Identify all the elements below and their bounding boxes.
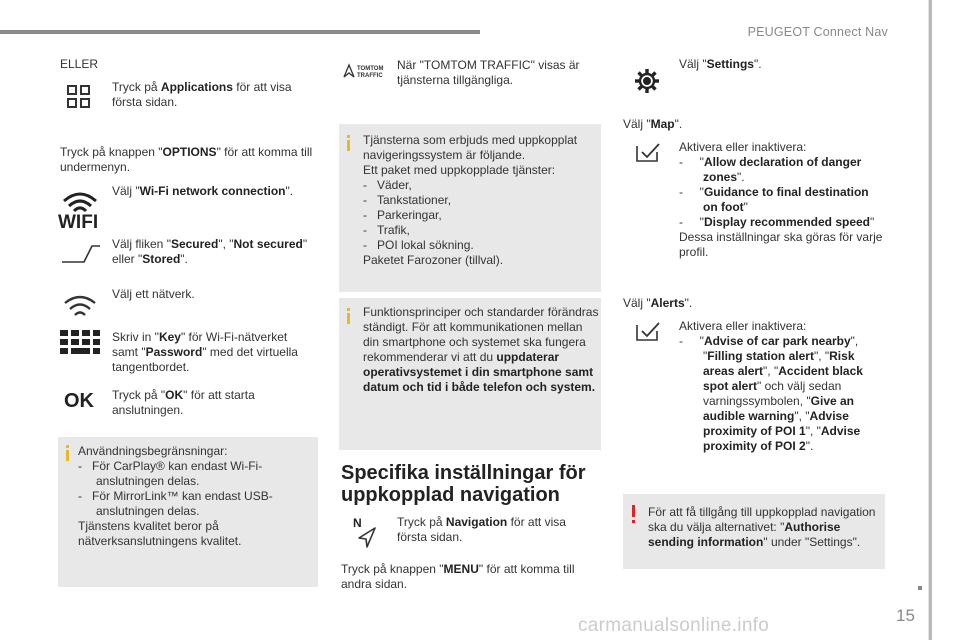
key-password-instruction: Skriv in "Key" för Wi-Fi-nätverket samt "Password" med det virtuella tangentbordet. [112,330,298,374]
map-options-intro: Aktivera eller inaktivera: [679,140,807,154]
principles-text: Funktionsprinciper och standarder förändras ständigt. För att kommunikationen mellan din smartphone och systemet ska fungera rekommenderar vi att du uppdaterar operativsystemet i din smartphone samt datum och tid i både telefon och system. [363,305,599,394]
services-outro: Paketet Farozoner (tillval). [363,253,504,267]
warning-icon [632,505,635,517]
info-icon [347,313,350,324]
info-icon [347,140,350,151]
wifi-label: WIFI [58,212,99,233]
select-network-instruction: Välj ett nätverk. [112,287,195,301]
services-pack: Ett paket med uppkopplade tjänster: [363,163,556,177]
alerts-instruction: Välj "Alerts". [623,296,693,310]
top-rule [0,30,480,34]
options-instruction: Tryck på knappen "OPTIONS" för att komma till undermenyn. [60,145,313,174]
checkbox-icon [635,322,661,342]
wifi-signal-icon [62,293,98,321]
ok-label: OK [64,390,94,412]
services-item: - POI lokal sökning. [363,238,474,252]
map-options-outro: Dessa inställningar ska göras för varje profil. [679,230,883,259]
map-option-item: - "Allow declaration of danger zones". [679,155,862,184]
gear-icon [633,67,661,95]
info-icon [66,450,69,461]
keyboard-icon [60,330,100,358]
settings-instruction: Välj "Settings". [679,57,762,71]
map-options [679,140,884,260]
limitations-intro: Användningsbegränsningar: [78,444,228,458]
tomtom-traffic-icon [341,61,387,79]
menu-instruction: Tryck på knappen "MENU" för att komma till andra sidan. [341,562,575,591]
services-text [363,133,595,268]
services-item: - Väder, [363,178,412,192]
alerts-options-intro: Aktivera eller inaktivera: [679,319,807,333]
warning-text: För att få tillgång till uppkopplad navigation ska du välja alternativet: "Authorise sending information" under "Settings". [648,505,876,549]
eller-label: ELLER [60,57,99,71]
services-item: - Parkeringar, [363,208,442,222]
tomtom-text: När "TOMTOM TRAFFIC" visas är tjänsterna tillgängliga. [397,58,580,87]
services-item: - Trafik, [363,223,410,237]
services-intro: Tjänsterna som erbjuds med uppkopplat navigeringssystem är följande. [363,133,578,162]
alerts-options-list: - "Advise of car park nearby", "Filling station alert", "Risk areas alert", "Accident black spot alert" och välj sedan varningssymbolen, "Give an audible warning", "Advise proximity of POI 1", "Advise proximity of POI 2". [679,334,863,453]
map-option-item: - "Display recommended speed" [679,215,875,229]
svg-text:TRAFFIC: TRAFFIC [357,73,383,79]
map-instruction: Välj "Map". [623,117,683,131]
applications-icon [66,84,92,110]
svg-text:TOMTOM: TOMTOM [357,66,384,72]
services-item: - Tankstationer, [363,193,452,207]
edge-rule [929,0,932,640]
section-heading: Specifika inställningar för uppkopplad navigation [341,462,586,506]
tab-icon [60,243,102,265]
page-header: PEUGEOT Connect Nav [747,25,888,39]
page-marker [918,586,922,590]
page-number: 15 [896,606,915,625]
wifi-network-instruction: Välj "Wi-Fi network connection". [112,184,294,198]
limitations-outro: Tjänstens kvalitet beror på nätverksanslutningens kvalitet. [78,519,242,548]
alerts-options [679,319,884,454]
security-tabs-instruction: Välj fliken "Secured", "Not secured" eller "Stored". [112,237,308,266]
navigation-letter: N [353,516,362,530]
navigation-icon [355,526,379,550]
watermark: carmanualsonline.info [578,615,770,636]
limitations-item: - För CarPlay® kan endast Wi-Fi-anslutningen delas. [78,459,263,488]
limitations-item: - För MirrorLink™ kan endast USB-anslutningen delas. [78,489,273,518]
navigation-instruction: Tryck på Navigation för att visa första sidan. [397,515,566,544]
applications-instruction: Tryck på Applications för att visa första sidan. [112,80,292,109]
map-option-item: - "Guidance to final destination on foot" [679,185,869,214]
limitations-text [78,444,308,549]
checkbox-icon [635,143,661,163]
ok-instruction: Tryck på "OK" för att starta anslutningen. [112,388,255,417]
